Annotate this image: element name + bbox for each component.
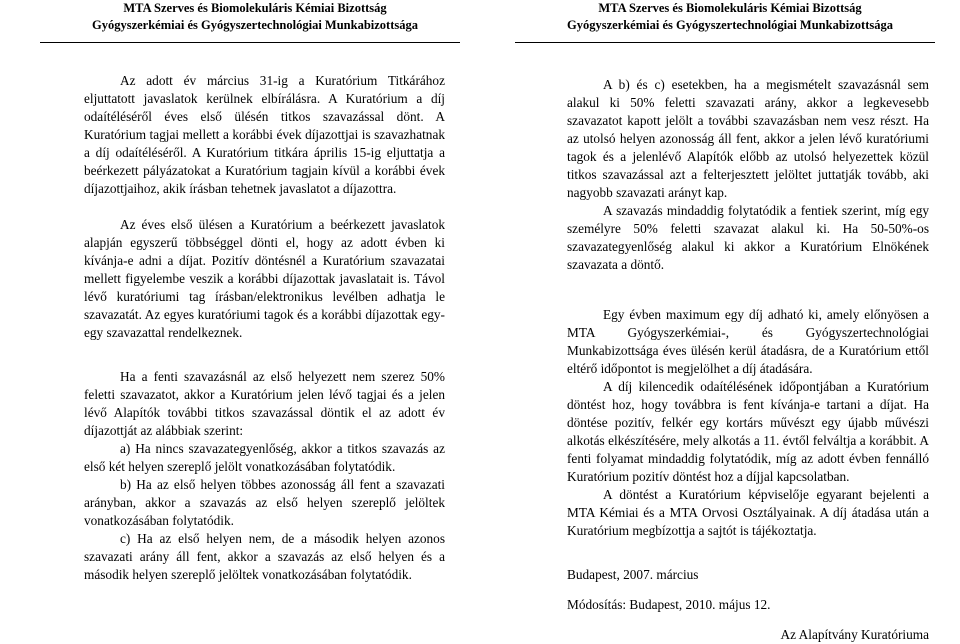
paragraph: A díj kilencedik odaítélésének időpontjában a Kuratórium döntést hoz, hogy továbbra is fent kívánja-e tartani a díjat. Ha döntése pozitív, felkér egy kortárs művészt egy újabb művészi alkotás elkészítésére, mely alkotás a 11. évtől felváltja a korábbit. A fenti folyamat mindaddig folytatódik, míg az adott évben fennálló Kuratórium pozitív döntést hoz a díjjal kapcsolatban. xyxy=(567,379,929,484)
paragraph: Ha a fenti szavazásnál az első helyezett nem szerez 50% feletti szavazatot, akkor a Kuratórium jelen lévő tagjai és a jelen lévő Alapítók további titkos szavazással döntik el az adott év díjazottját az alábbiak szerint: xyxy=(84,369,445,438)
header-subtitle: Gyógyszerkémiai és Gyógyszertechnológiai Munkabizottsága xyxy=(91,18,418,32)
modification-line: Módosítás: Budapest, 2010. május 12. xyxy=(567,597,771,612)
left-text-column xyxy=(84,72,445,584)
paragraph: c) Ha az első helyen nem, de a második helyen azonos szavazati arány áll fent, akkor a szavazás az első helyen és a második helyen szereplő jelöltek vonatkozásában folytatódik. xyxy=(84,531,445,582)
date-line: Budapest, 2007. március xyxy=(567,567,699,582)
paragraph: A döntést a Kuratórium képviselője egyarant bejelenti a MTA Kémiai és a MTA Orvosi Osztályainak. A díj átadása után a Kuratórium megbízottja a sajtót is tájékoztatja. xyxy=(567,487,929,538)
header-title: MTA Szerves és Biomolekuláris Kémiai Bizottság xyxy=(598,1,862,15)
page-header xyxy=(505,0,955,33)
paragraph: Az éves első ülésen a Kuratórium a beérkezett javaslatok alapján egyszerű többséggel dönti el, hogy az adott évben ki kívánja-e adni a díjat. Pozitív döntésnél a Kuratórium szavazatai mellett figyelembe veszik a korábbi díjazottak javaslatait is. Távol lévő kuratóriumi tag írásban/elektronikus levélben adhatja le szavazatát. Az egyes kuratóriumi tagok és a korábbi díjazottak egy-egy szavazattal rendelkeznek. xyxy=(84,217,445,340)
header-rule xyxy=(40,42,460,43)
right-text-column xyxy=(567,76,929,644)
header-title: MTA Szerves és Biomolekuláris Kémiai Bizottság xyxy=(123,1,387,15)
header-rule xyxy=(515,42,935,43)
paragraph: Az adott év március 31-ig a Kuratórium Titkárához eljuttatott javaslatok kerülnek elbírálásra. A Kuratórium a díj odaítéléséről éves első ülésén titkos szavazással dönt. A Kuratórium tagjai mellett a korábbi évek díjazottjai is szavazhatnak a díj odaítéléséről. A Kuratórium titkára április 15-ig eljuttatja a beérkezett pályázatokat a Kuratórium tagjain kívül a korábbi évek díjazottjaihoz, akik írásban tehetnek javaslatot a díjazottra. xyxy=(84,73,445,196)
paragraph: a) Ha nincs szavazategyenlőség, akkor a titkos szavazás az első két helyen szereplő jelölt vonatkozásában folytatódik. xyxy=(84,441,445,474)
signature: Az Alapítvány Kuratóriuma xyxy=(780,627,929,642)
paragraph: A szavazás mindaddig folytatódik a fentiek szerint, míg egy személyre 50% feletti szavazat alakul ki. Ha 50-50%-os szavazategyenlőség alakul ki akkor a Kuratórium Elnökének szavazata a döntő. xyxy=(567,203,929,272)
header-subtitle: Gyógyszerkémiai és Gyógyszertechnológiai Munkabizottsága xyxy=(566,18,893,32)
paragraph: b) Ha az első helyen többes azonosság áll fent a szavazati arányban, akkor a szavazás az első helyen szereplő jelöltek vonatkozásában folytatódik. xyxy=(84,477,445,528)
page-header xyxy=(30,0,480,33)
left-page xyxy=(30,0,480,582)
right-page xyxy=(505,0,955,642)
paragraph: A b) és c) esetekben, ha a megismételt szavazásnál sem alakul ki 50% feletti szavazati arány, akkor a legkevesebb szavazatot kapott jelölt a további szavazásban nem vesz részt. Ha az utolsó helyen azonosság áll fent, akkor a jelen lévő kuratóriumi tagok és a jelenlévő Alapítók előbb az utolsó helyezettek közül titkos szavazással azt a felterjesztett jelöltet juttatják tovább, aki nagyobb szavazati arányt kap. xyxy=(567,77,929,200)
paragraph: Egy évben maximum egy díj adható ki, amely előnyösen a MTA Gyógyszerkémiai-, és Gyógyszertechnológiai Munkabizottsága éves ülésén kerül átadásra, de a Kuratórium ettől eltérő időpontot is megjelölhet a díj átadására. xyxy=(567,307,929,376)
